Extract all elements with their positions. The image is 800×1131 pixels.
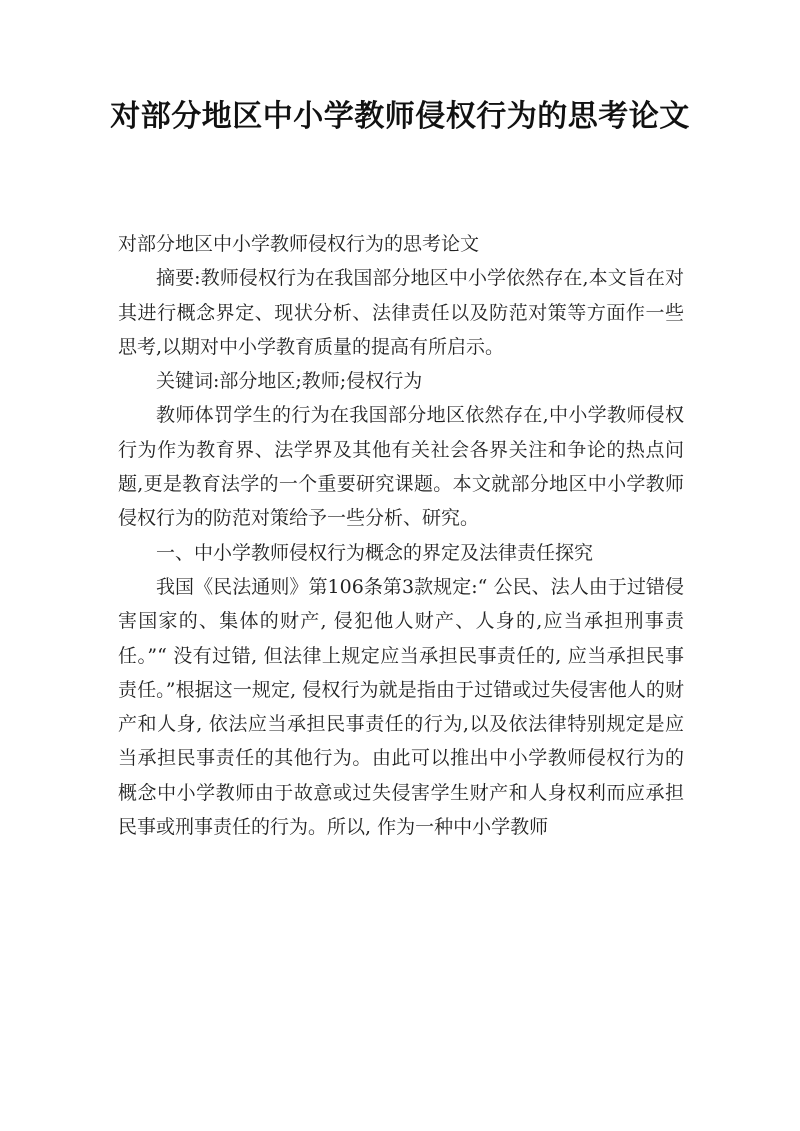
paragraph-subtitle: 对部分地区中小学教师侵权行为的思考论文 [118,233,480,255]
section-heading: 一、中小学教师侵权行为概念的界定及法律责任探究 [156,541,594,564]
document-title: 对部分地区中小学教师侵权行为的思考论文 [110,99,690,134]
paragraph-keywords: 关键词:部分地区;教师;侵权行为 [156,370,423,393]
paragraph-section-body: 我国《民法通则》第106条第3款规定:“ 公民、法人由于过错侵害国家的、集体的财产, 侵犯他人财产、人身的,应当承担刑事责任。”“ 没有过错, 但法律上规定应当承担民事责任的, 应当承担民事责任。”根据这一规定, 侵权行为就是指由于过错或过失侵害他人的财产和人身, 依法应当承担民事责任的行为,以及依法律特别规定是应当承担民事责任的其他行为。由此可以推出中小学教师侵权行为的概念中小学教师由于故意或过失侵害学生财产和人身权利而应承担民事或刑事责任的行为。所以, 作为一种中小学教师 [118,575,684,839]
paragraph-abstract: 摘要:教师侵权行为在我国部分地区中小学依然存在,本文旨在对其进行概念界定、现状分析、法律责任以及防范对策等方面作一些思考,以期对中小学教育质量的提高有所启示。 [118,267,684,358]
paragraph-intro: 教师体罚学生的行为在我国部分地区依然存在,中小学教师侵权行为作为教育界、法学界及其他有关社会各界关注和争论的热点问题,更是教育法学的一个重要研究课题。本文就部分地区中小学教师侵权行为的防范对策给予一些分析、研究。 [118,404,684,530]
document-body [118,227,684,844]
